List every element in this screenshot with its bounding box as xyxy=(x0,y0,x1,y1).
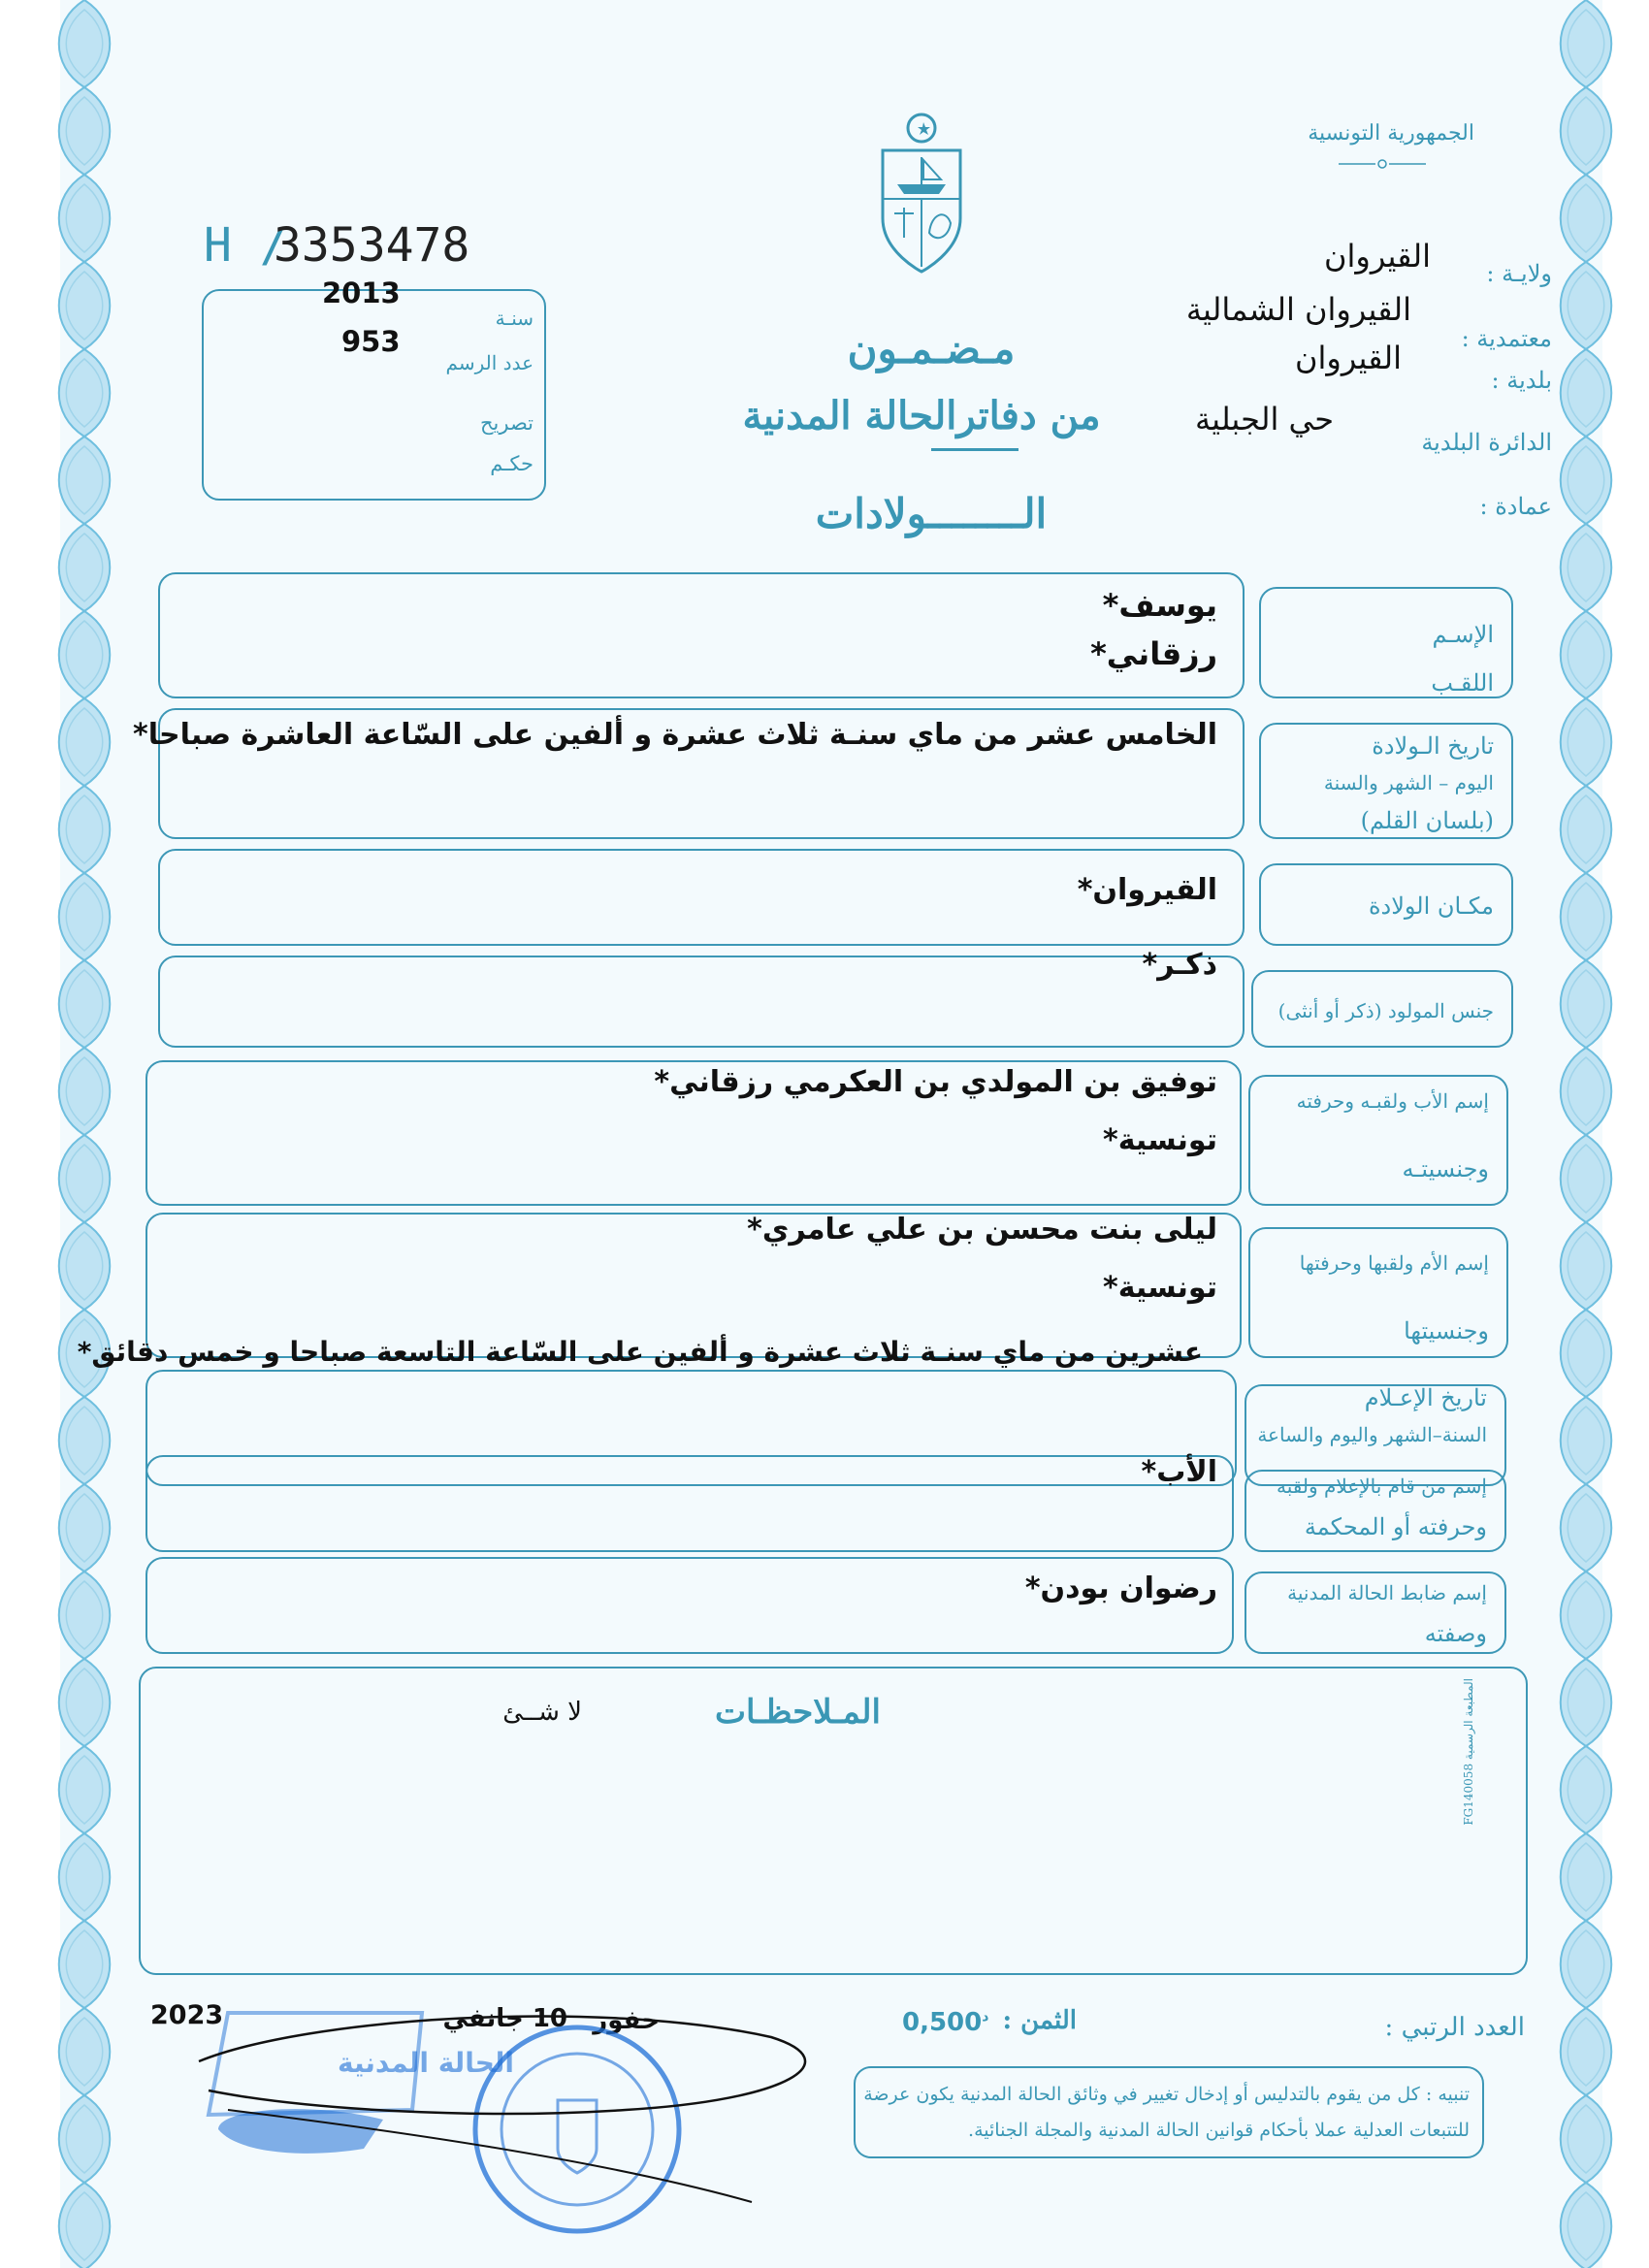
registry-year-label: سنـة xyxy=(495,307,534,330)
field-value: يوسف* xyxy=(1102,587,1217,624)
document-subtitle: من دفاترالحالة المدنية xyxy=(742,393,1101,438)
section-title: الــــــــولادات xyxy=(815,490,1048,537)
official-stamp-and-signature xyxy=(189,1993,829,2236)
sector-label: عمادة : xyxy=(1479,493,1552,520)
registry-judgment-label: حكـم xyxy=(490,452,534,475)
country-underline-ornament xyxy=(1339,157,1426,171)
field-value: الأب* xyxy=(1141,1455,1217,1489)
field-value: تونسية* xyxy=(1103,1123,1217,1157)
field-value: ليلى بنت محسن بن علي عامري* xyxy=(747,1213,1217,1247)
field-label: اليوم – الشهر والسنة xyxy=(1323,771,1494,794)
field-label: السنة–الشهر واليوم والساعة xyxy=(1257,1423,1487,1446)
field-label: وحرفته أو المحكمة xyxy=(1304,1513,1487,1540)
field-value: رزقاني* xyxy=(1090,635,1217,672)
registry-record-label: عدد الرسم xyxy=(445,351,534,374)
issue-date-label: حفوز xyxy=(593,2006,660,2035)
serial-number: 3353478 xyxy=(274,218,470,273)
stamp-text: الحالة المدنية xyxy=(337,2047,514,2079)
remarks-value: لا شــئ xyxy=(502,1698,582,1727)
field-value: القيروان* xyxy=(1077,873,1217,907)
field-label: الإسـم xyxy=(1432,621,1494,648)
field-label: إسم من قام بالإعلام ولقبه xyxy=(1277,1474,1487,1498)
field-label: إسم الأب ولقبـه وحرفته xyxy=(1296,1089,1489,1113)
right-guilloche-border xyxy=(1552,0,1620,2268)
warning-line-1: تنبيه : كل من يقوم بالتدليس أو إدخال تغيير في وثائق الحالة المدنية يكون عرضة xyxy=(863,2084,1470,2105)
delegation-label: معتمدية : xyxy=(1461,325,1552,352)
price-label: الثمن : xyxy=(1002,2006,1077,2035)
document-title: مـضـمـون xyxy=(847,325,1016,373)
municipality-value: القيروان xyxy=(1295,340,1402,376)
district-value: حي الجبلية xyxy=(1195,401,1334,437)
field-label: مكـان الولادة xyxy=(1368,892,1494,920)
field-label: وصفته xyxy=(1424,1620,1487,1647)
field-label: تاريخ الـولادة xyxy=(1372,732,1494,760)
subtitle-underline xyxy=(931,448,1018,451)
field-value: الخامس عشر من ماي سنـة ثلاث عشرة و ألفين على السّاعة العاشرة صباحا* xyxy=(133,718,1217,752)
tunisia-emblem-icon xyxy=(873,107,970,281)
registry-year: 2013 xyxy=(322,276,401,309)
field-label: وجنسيتها xyxy=(1404,1317,1489,1345)
field-label: اللقـب xyxy=(1431,669,1494,697)
field-value: ذكـر* xyxy=(1142,948,1217,982)
field-label: (بلسان القلم) xyxy=(1360,807,1494,834)
registry-record-number: 953 xyxy=(341,325,401,358)
country-name: الجمهورية التونسية xyxy=(1308,121,1474,146)
remarks-label: المـلاحظـات xyxy=(715,1693,881,1732)
printer-code: المطبعة الرسمية FG140058 xyxy=(1462,1678,1475,1826)
municipality-label: بلدية : xyxy=(1491,367,1552,394)
issue-date-value: 10 جانفي xyxy=(442,2004,567,2033)
field-label: إسم ضابط الحالة المدنية xyxy=(1287,1581,1487,1604)
warning-line-2: للتتبعات العدلية عملا بأحكام قوانين الحالة المدنية والمجلة الجنائية. xyxy=(968,2120,1470,2141)
serial-prefix: H / xyxy=(204,218,288,273)
issue-year: 2023 xyxy=(150,2000,224,2030)
delegation-value: القيروان الشمالية xyxy=(1185,291,1411,328)
serial-label: العدد الرتبي : xyxy=(1384,2013,1525,2042)
field-label: تاريخ الإعـلام xyxy=(1364,1384,1487,1411)
field-value: عشرين من ماي سنـة ثلاث عشرة و ألفين على السّاعة التاسعة صباحا و خمس دقائق* xyxy=(77,1336,1203,1368)
field-value: تونسية* xyxy=(1103,1271,1217,1305)
warning-box xyxy=(854,2066,1484,2158)
field-value: توفيق بن المولدي بن العكرمي رزقاني* xyxy=(654,1065,1217,1099)
field-value: رضوان بودن* xyxy=(1024,1571,1217,1605)
field-label: إسم الأم ولقبها وحرفتها xyxy=(1299,1251,1489,1275)
field-label: جنس المولود (ذكر أو أنثى) xyxy=(1277,999,1494,1022)
registry-declaration-label: تصريح xyxy=(479,411,534,435)
governorate-label: ولايـة : xyxy=(1486,260,1552,287)
price-value: $0,500^د$ xyxy=(902,2008,989,2037)
field-label: وجنسيتـه xyxy=(1402,1155,1489,1183)
left-guilloche-border xyxy=(50,0,118,2268)
district-label: الدائرة البلدية xyxy=(1421,429,1552,456)
governorate-value: القيروان xyxy=(1324,238,1431,275)
